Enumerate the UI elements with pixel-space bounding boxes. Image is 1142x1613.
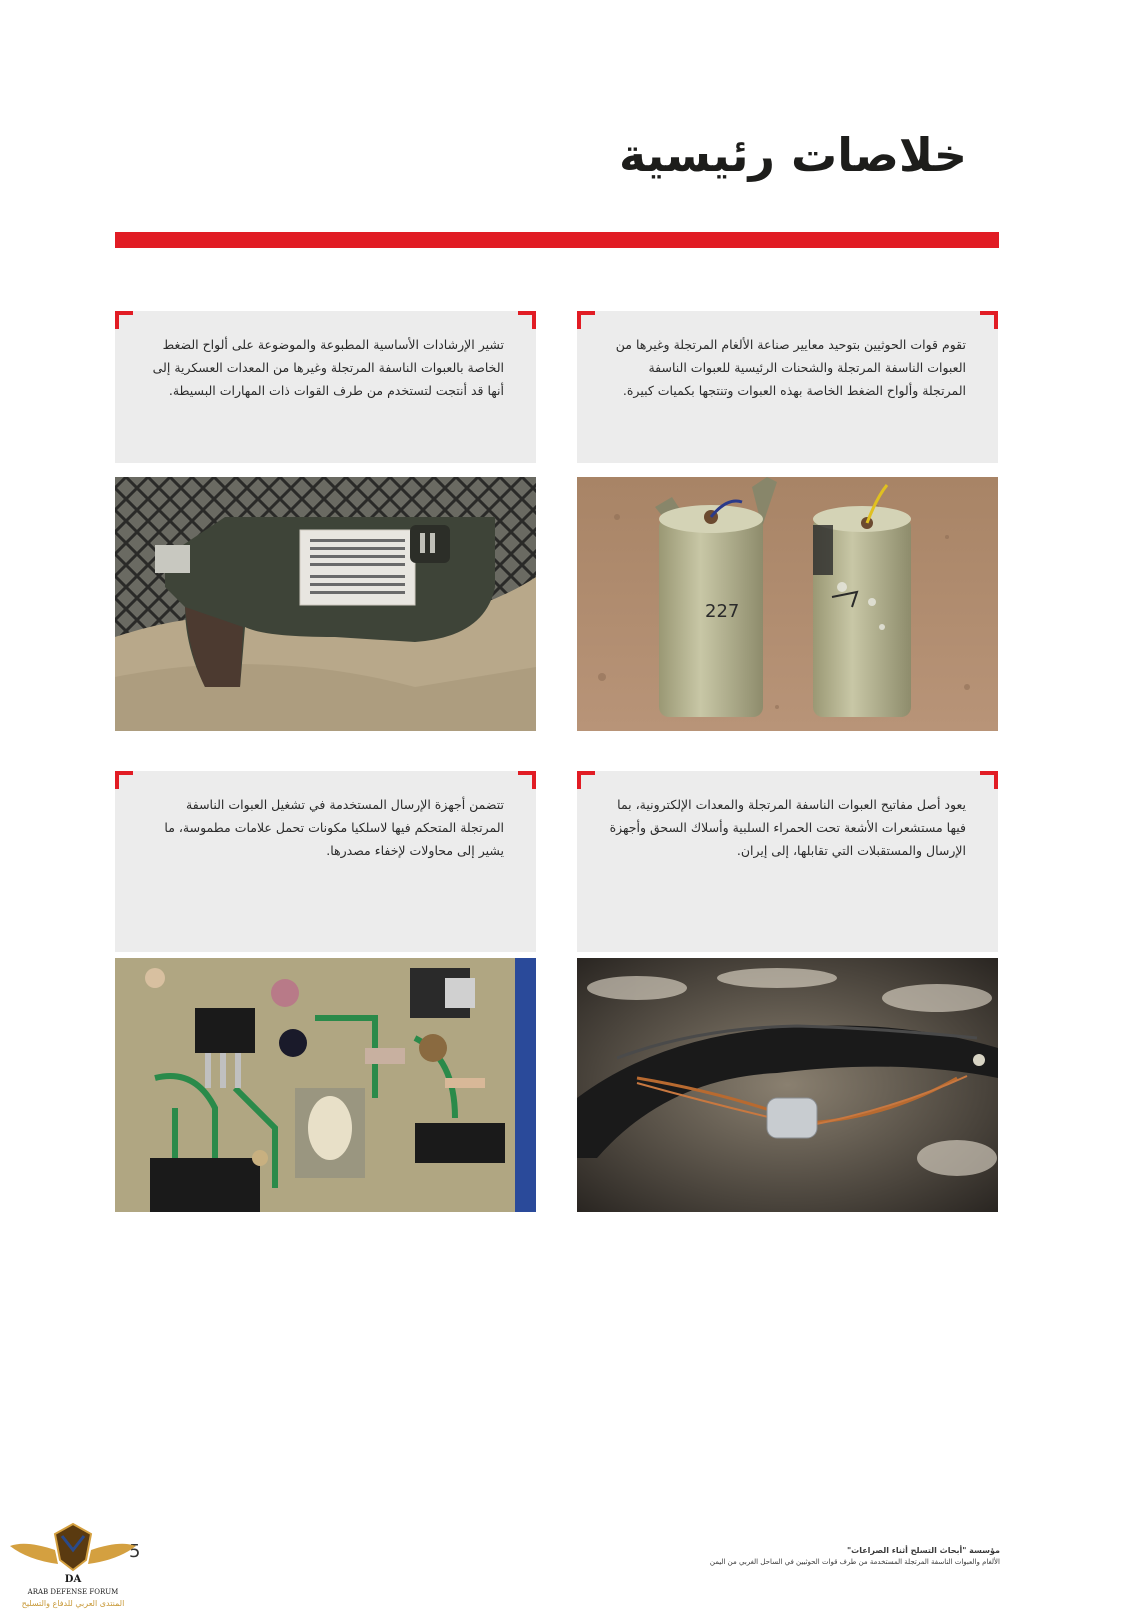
photo-circuit-board <box>115 958 536 1212</box>
corner-marker <box>115 311 133 329</box>
arab-defense-forum-logo <box>6 1520 140 1610</box>
corner-marker <box>115 771 133 789</box>
corner-marker <box>980 771 998 789</box>
finding-card-4 <box>115 771 536 952</box>
finding-text-4: تتضمن أجهزة الإرسال المستخدمة في تشغيل العبوات الناسفة المرتجلة المتحكم فيها لاسلكيا مكونات تحمل علامات مطموسة، ما يشير إلى محاولات لإخفاء مصدرها. <box>164 797 504 858</box>
finding-card-2 <box>115 311 536 463</box>
logo-text-ar: المنتدى العربي للدفاع والتسليح <box>21 1599 125 1608</box>
finding-card-1 <box>577 311 998 463</box>
page-title: خلاصات رئيسية <box>618 128 967 182</box>
photo-crush-wire <box>577 958 998 1212</box>
corner-marker <box>518 311 536 329</box>
corner-marker <box>980 311 998 329</box>
corner-marker <box>577 311 595 329</box>
footer-org: مؤسسة "أبحاث التسلح أثناء الصراعات" <box>846 1546 1000 1555</box>
charge-number-label: 227 <box>705 601 740 622</box>
corner-marker <box>518 771 536 789</box>
logo-text-en: ARAB DEFENSE FORUM <box>27 1588 119 1596</box>
logo-monogram: DA <box>64 1574 82 1585</box>
footer <box>580 1545 1000 1568</box>
finding-text-1: تقوم قوات الحوثيين بتوحيد معايير صناعة الألغام المرتجلة وغيرها من العبوات الناسفة المرتجلة والشحنات الرئيسية للعبوات الناسفة المرتجلة وألواح الضغط الخاصة بهذه العبوات وتنتجها بكميات كبيرة. <box>615 337 966 398</box>
photo-main-charges <box>577 477 998 731</box>
title-rule <box>115 232 999 248</box>
finding-card-3 <box>577 771 998 952</box>
photo-pressure-plate <box>115 477 536 731</box>
footer-subtitle: الألغام والعبوات الناسفة المرتجلة المستخدمة من طرف قوات الحوثيين في الساحل الغربي من اليمن <box>709 1558 1000 1566</box>
page-number: 5 <box>129 1541 141 1562</box>
finding-text-2: تشير الإرشادات الأساسية المطبوعة والموضوعة على ألواح الضغط الخاصة بالعبوات الناسفة المرتجلة وغيرها من المعدات العسكرية إلى أنها قد أنتجت لتستخدم من طرف القوات ذات المهارات البسيطة. <box>152 337 504 398</box>
finding-text-3: يعود أصل مفاتيح العبوات الناسفة المرتجلة والمعدات الإلكترونية، بما فيها مستشعرات الأشعة تحت الحمراء السلبية وأسلاك السحق وأجهزة الإرسال والمستقبلات التي تقابلها، إلى إيران. <box>609 797 966 858</box>
corner-marker <box>577 771 595 789</box>
